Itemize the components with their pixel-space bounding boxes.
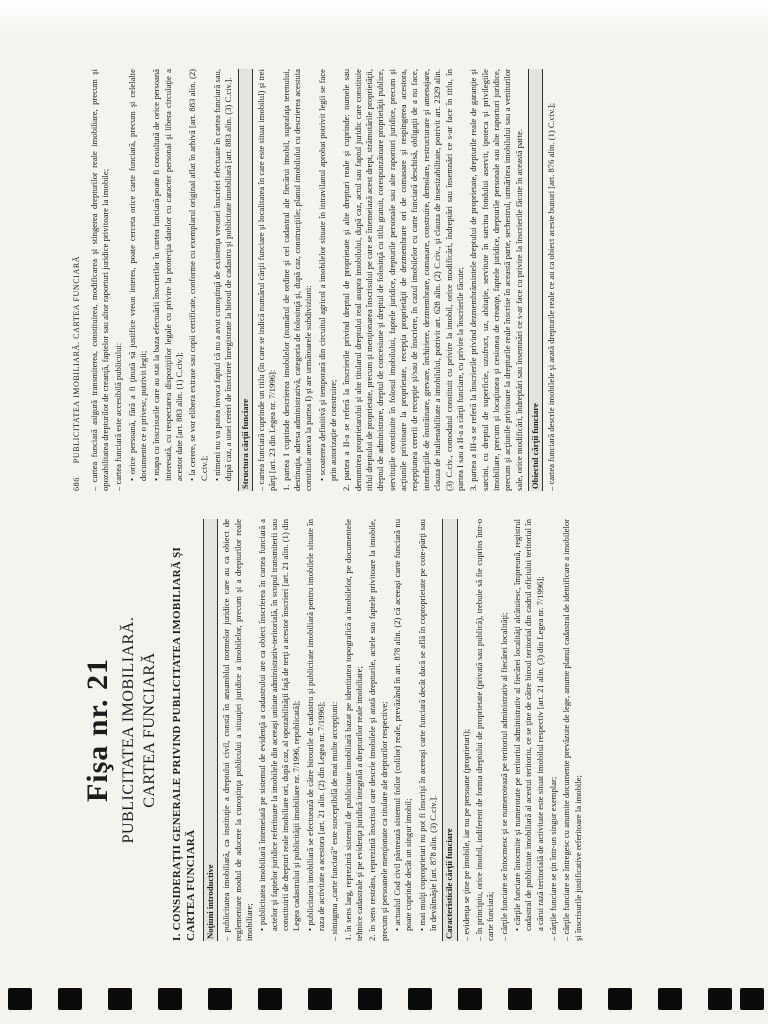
- paragraph: – cartea funciară este accesibilă publicului:: [113, 342, 124, 491]
- bullet-item: • orice persoană, fără a fi ţinută să justifice vreun interes, poate cerceta orice carte funciară, precum şi celelalte documente ce o privesc, potrivit legii;: [127, 69, 150, 491]
- paragraph: – cartea funciară cuprinde un titlu (în care se indică numărul cărţii funciare şi localitatea în care este situat imobilul) şi trei părţi [art. 23 din Legea nr. 7/1996]:: [256, 69, 278, 491]
- page-number: 686: [72, 477, 81, 491]
- punch-hole: [8, 988, 32, 1010]
- box-heading-caracteristici: Caracteristicile cărţii funciare: [442, 519, 457, 941]
- bullet-item: • mapa cu înscrisurile care au stat la baza efectuării înscrierilor în cartea funciară poate fi consultată de orice persoană interesată, cu respectarea dispoziţiilor legale cu privire la protecţia datelor cu caracter personal şi libera circulaţie a acestor date [art. 883 alin. (1) C.civ.];: [151, 69, 185, 491]
- punch-hole: [358, 988, 382, 1010]
- binder-punch-holes: [0, 974, 768, 1024]
- chapter-subtitle-2: CARTEA FUNCIARĂ: [140, 652, 158, 808]
- paragraph: – cărţile funciare se întregesc cu anumite documente prevăzute de lege, anume planul cadastral de identificare a imobilelor şi înscrisurile justificative referitoare la imobile;: [561, 519, 583, 941]
- paragraph: 3. partea a III-a se referă la înscrierile privind dezmembrămintele dreptului de proprietate, drepturile reale de garanţie şi sarcini, cu dreptul de superficie, uzufruct, uz, abitaţie, servitute în sarcina fondului aservit, ipoteca şi privilegiile imobiliare, precum şi locaţiunea şi cesiunea de creanţe, faptele juridice, drepturile personale sau alte raporturi juridice, precum şi acţiunile privitoare la drepturile reale înscrise în această parte, sechestrul, urmărirea imobilului sau a veniturilor sale, orice modificări, îndreptări sau însemnări ce s-ar face cu privire la înscrierile făcute în această parte.: [468, 69, 524, 491]
- running-title: PUBLICITATEA IMOBILIARĂ. CARTEA FUNCIARĂ: [72, 255, 81, 464]
- bullet-item: • cărţile funciare întocmite şi numerotate pe teritoriul administrativ al fiecărei localităţi alcătuiesc, împreună, registrul cadastral de publicitate imobiliară al acestui teritoriu, ce se ţine de către biroul teritorial din cadrul oficiului teritorial în a cărui rază teritorială de activitate este situat imobilul respectiv [art. 21 alin. (3) din Legea nr. 7/1996];: [512, 519, 546, 941]
- chapter-header: [78, 519, 160, 941]
- punch-hole: [158, 988, 182, 1010]
- punch-hole: [658, 988, 682, 1010]
- punch-hole: [458, 988, 482, 1010]
- paragraph: 1. în sens larg, reprezintă sistemul de publicitate imobiliară bazat pe identitatea topografică a imobilelor, pe documentele tehnice cadastrale şi pe evidenţa juridică integrală a drepturilor reale imobiliare;: [342, 519, 364, 941]
- punch-hole: [208, 988, 232, 1010]
- bullet-item: • nimeni nu va putea invoca faptul că nu a avut cunoştinţă de existenţa vreunei înscrieri efectuate în cartea funciară sau, după caz, a unei cereri de înscriere înregistrate la biroul de cadastru şi publicitate imobiliară [art. 883 alin. (3) C.civ.].: [212, 69, 235, 491]
- paragraph: 2. în sens restrâns, reprezintă înscrisul care descrie imobilele şi arată drepturile, actele sau faptele privitoare la imobile, precum şi persoanele menţionate ca titulare ale drepturilor respective;: [367, 519, 389, 941]
- paragraph: – cărţile funciare se întocmesc şi se numerotează pe teritoriul administrativ al fiecărei localităţi;: [498, 612, 509, 941]
- paragraph: – cărţile funciare se ţin într-un singur exemplar;: [548, 776, 559, 941]
- right-column: [72, 69, 696, 491]
- punch-hole: [308, 988, 332, 1010]
- left-column: [72, 519, 696, 941]
- punch-hole: [58, 988, 82, 1010]
- punch-hole: [708, 988, 732, 1010]
- bullet-item: • actualul Cod civil păstrează sistemul foilor (colilor) reale, prevăzând în art. 878 alin. (2) că aceeaşi carte funciară nu poate cuprinde decât un singur imobil;: [392, 519, 415, 941]
- bullet-item: • la cerere, se vor elibera extrase sau copii certificate, conforme cu exemplarul original aflat în arhivă [art. 883 alin. (2) C.civ.];: [187, 69, 210, 491]
- paragraph: – sintagma „carte funciară” este susceptibilă de mai multe accepţiuni:: [329, 701, 340, 941]
- punch-hole: [258, 988, 282, 1010]
- bullet-item: • mai mulţi coproprietari nu pot fi înscrişi în aceeaşi carte funciară decât dacă se află în coproprietate pe cote-părţi sau în devălmăşie [art. 878 alin. (3) C.civ.].: [417, 519, 440, 941]
- paragraph: – cartea funciară asigură transmiterea, constituirea, modificarea şi stingerea drepturilor reale imobiliare, precum şi opozabilitatea drepturilor de creanţă, faptelor sau altor raporturi juridice privitoare la imobile;: [88, 69, 110, 491]
- section-heading: I. CONSIDERAŢII GENERALE PRIVIND PUBLICITATEA IMOBILIARĂ ŞI CARTEA FUNCIARĂ: [170, 546, 198, 941]
- chapter-title: Fişa nr. 21: [81, 657, 114, 803]
- punch-hole: [108, 988, 132, 1010]
- paragraph: 2. partea a II-a se referă la înscrierile privind dreptul de proprietate şi alte drepturi reale şi cuprinde: numele sau denumirea proprietarului şi alte titularul dreptului real asupra imobilului, după caz, actul sau faptul juridic care constituie titlul dreptului de proprietate, precum şi menţionarea înscrisului pe care se întemeiază acest drept, strămutările proprietăţii, dreptul de administrare, dreptul de concesiune şi dreptul de folosinţă cu titlu gratuit, corespunzătoare proprietăţii publice, servituţile constituite în folosul imobilului, faptele juridice, drepturile personale sau alte raporturi juridice, precum şi acţiunile privitoare la proprietate, recepţia proprietăţii de dezmembrare ori de comasare şi respingerea acestora, reşepţiunea cererii de recepţie şi/sau de înscriere, în cazul imobilelor cu carte funciară deschisă, obligaţii de a nu face, interdicţiile de înstrăinare, grevare, închiriere, dezmembrare, comasare, construire, demolare, restructurare şi amenajare, clauza de inalienabilitate a imobilului, potrivit art. 628 alin. (2) C.civ., şi clauza de insesizabilitate, potrivit art. 2329 alin. (3) C.civ., comodatul constituit cu privire la imobil, orice modificări, îndreptări sau însemnări ce s-ar face în titlu, în partea I sau a II-a a cărţii funciare, cu privire la înscrierile făcute;: [341, 69, 465, 491]
- punch-hole: [558, 988, 582, 1010]
- punch-hole: [608, 988, 632, 1010]
- document-page: [64, 55, 704, 955]
- paragraph: 1. partea I cuprinde descrierea imobilelor (numărul de ordine şi cel cadastral ale fiecărui imobil, suprafaţa terenului, destinaţia, adresa administrativă, categoria de folosinţă şi, după caz, construcţiile; planul imobilului cu descrierea acestuia constituie anexa la partea I) şi are următoarele subdiviziuni:: [280, 69, 314, 491]
- scan-edge: [0, 0, 768, 40]
- bullet-item: • publicitatea imobiliară întemeiată pe sistemul de evidenţă a cadastrului are ca obiect înscrierea în cartea funciară a actelor şi faptelor juridice referitoare la imobilele din aceeaşi unitate administrativ-teritorială, în scopul transmiterii sau constituirii de drepturi reale imobiliare ori, după caz, al opozabilităţii faţă de terţi a acestor înscrieri [art. 21 alin. (1) din Legea cadastrului şi publicităţii imobiliare nr. 7/1996, republicată];: [257, 519, 302, 941]
- punch-hole: [740, 988, 764, 1010]
- paragraph: – cartea funciară descrie imobilele şi arată drepturile reale ce au ca obiect aceste bunuri [art. 876 alin. (1) C.civ.];: [546, 102, 557, 491]
- box-heading-obiectul: Obiectul cărţii funciare: [528, 69, 543, 491]
- paragraph: – în principiu, orice imobil, indiferent de forma dreptului de proprietate (privată sau publică), trebuie să fie cuprins într-o carte funciară;: [474, 519, 496, 941]
- running-head: [72, 69, 83, 491]
- bullet-item: • scoaterea definitivă şi temporară din circuitul agricol a imobilelor situate în intravilanul aprobat potrivit legii se face prin autorizaţie de construire;: [317, 69, 340, 491]
- paragraph: – evidenţa se ţine pe imobile, iar nu pe persoane (proprietari);: [460, 728, 471, 941]
- chapter-subtitle-1: PUBLICITATEA IMOBILIARĂ.: [119, 616, 137, 844]
- bullet-item: • publicitatea imobiliară se efectuează de către birourile de cadastru şi publicitate imobiliară pentru imobilele situate în raza de activitate a acestora [art. 21 alin. (2) din Legea nr. 7/1996];: [305, 519, 328, 941]
- box-heading-notiuni: Noţiuni introductive: [203, 519, 218, 941]
- paragraph: – publicitatea imobiliară, ca instituţie a dreptului civil, constă în ansamblul normelor juridice care au ca obiect de reglementare modul de aducere la cunoştinţa publicului a situaţiei juridice a imobilelor, precum şi a drepturilor reale imobiliare;: [221, 519, 254, 941]
- box-heading-structura: Structura cărţii funciare: [238, 69, 253, 491]
- punch-hole: [508, 988, 532, 1010]
- punch-hole: [408, 988, 432, 1010]
